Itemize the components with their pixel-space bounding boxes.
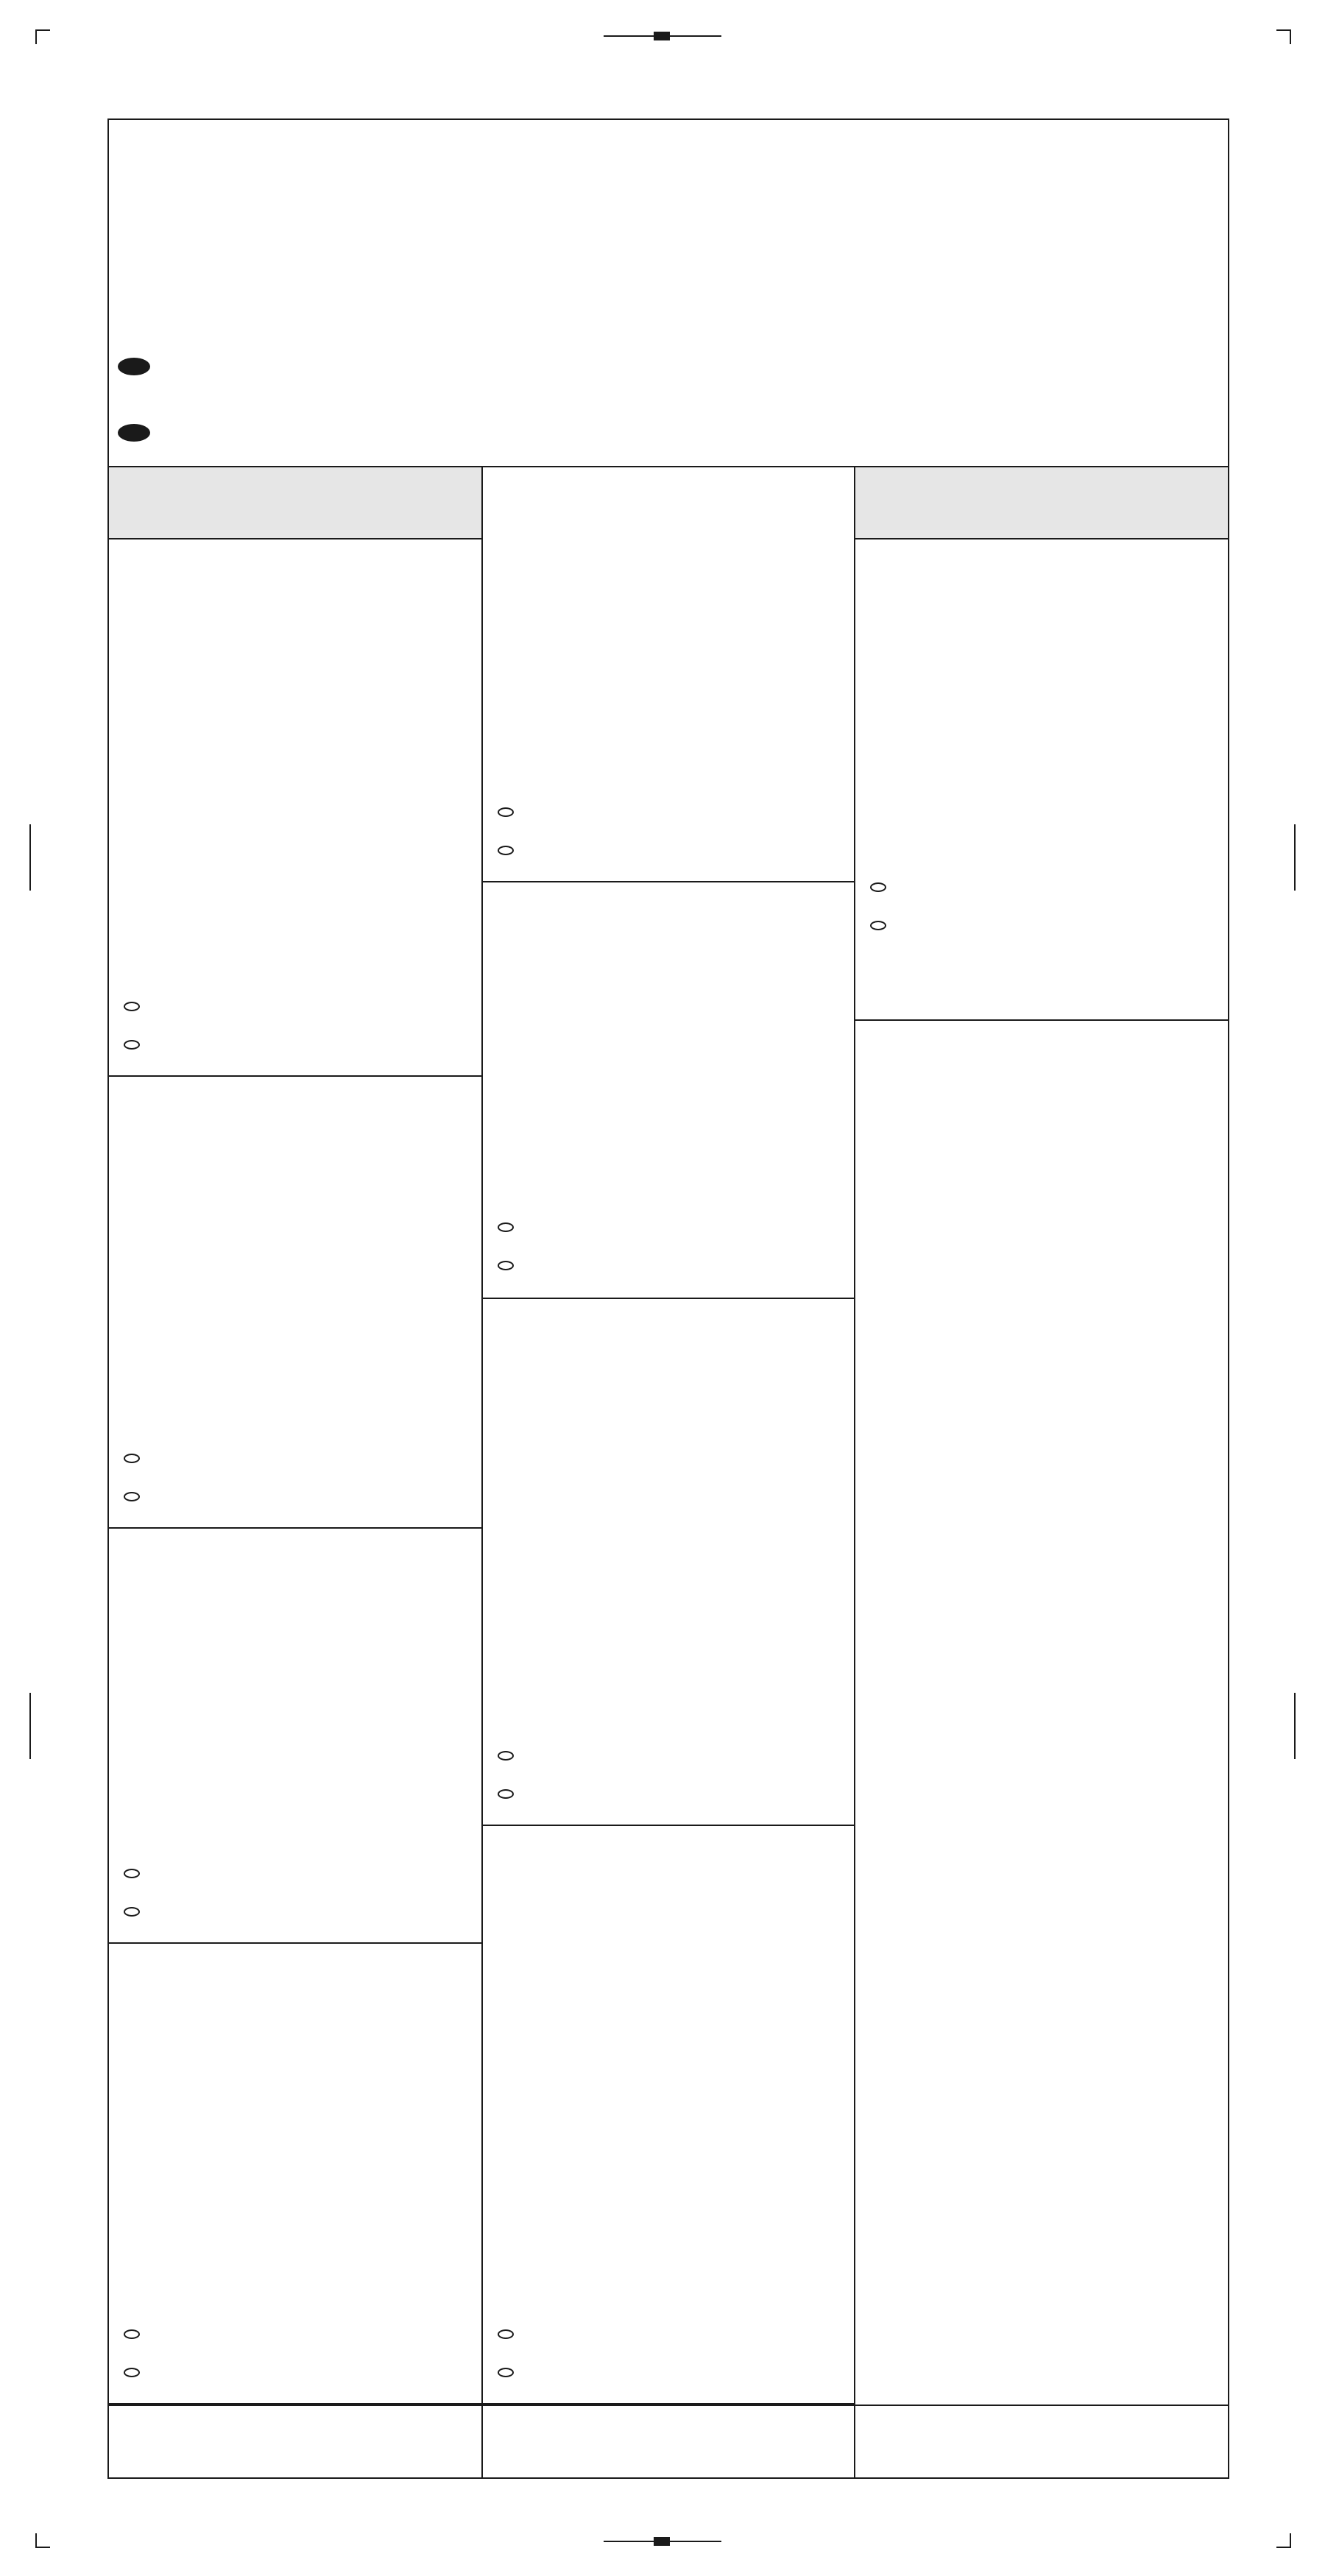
option-against[interactable] bbox=[124, 1907, 155, 1917]
option-against[interactable] bbox=[124, 1040, 155, 1050]
nota-text bbox=[116, 422, 152, 443]
option-against[interactable] bbox=[498, 1789, 529, 1799]
vote-oval[interactable] bbox=[498, 2368, 514, 2377]
registration-mark-right-1 bbox=[1294, 824, 1296, 891]
column-3-footer-box bbox=[855, 2405, 1228, 2479]
registration-mark-top-center bbox=[654, 32, 670, 40]
vote-oval[interactable] bbox=[498, 1751, 514, 1761]
filled-oval-icon bbox=[118, 424, 150, 442]
registration-mark-left-1 bbox=[29, 824, 31, 891]
option-for[interactable] bbox=[870, 882, 901, 892]
crop-mark-top-right bbox=[1276, 29, 1291, 44]
filled-oval-icon bbox=[118, 358, 150, 375]
registration-mark-bottom-center bbox=[654, 2537, 670, 2546]
option-for[interactable] bbox=[124, 1002, 155, 1011]
vote-oval[interactable] bbox=[124, 1869, 140, 1878]
registration-mark-right-2 bbox=[1294, 1693, 1296, 1759]
vote-oval[interactable] bbox=[870, 921, 886, 930]
option-for[interactable] bbox=[124, 1869, 155, 1878]
vote-oval[interactable] bbox=[124, 1492, 140, 1501]
vote-oval[interactable] bbox=[870, 882, 886, 892]
option-against[interactable] bbox=[498, 846, 529, 855]
registration-mark-left-2 bbox=[29, 1693, 31, 1759]
ballot-header bbox=[109, 120, 1228, 467]
contest-proposition-6 bbox=[483, 882, 854, 1299]
option-for[interactable] bbox=[124, 2329, 155, 2339]
option-for[interactable] bbox=[498, 2329, 529, 2339]
contest-proposition-1 bbox=[109, 539, 481, 1077]
vote-oval[interactable] bbox=[498, 1222, 514, 1232]
option-for[interactable] bbox=[498, 1222, 529, 1232]
crop-mark-bottom-right bbox=[1276, 2533, 1291, 2548]
option-against[interactable] bbox=[870, 921, 901, 930]
vote-oval[interactable] bbox=[498, 807, 514, 817]
option-against[interactable] bbox=[498, 2368, 529, 2377]
crop-mark-top-left bbox=[35, 29, 50, 44]
vote-oval[interactable] bbox=[498, 1789, 514, 1799]
contest-proposition-2 bbox=[109, 1077, 481, 1529]
column-1-header bbox=[109, 467, 481, 539]
vote-oval[interactable] bbox=[498, 2329, 514, 2339]
option-against[interactable] bbox=[498, 1261, 529, 1270]
column-3 bbox=[855, 467, 1228, 2477]
contest-proposition-7 bbox=[483, 1299, 854, 1826]
contest-proposition-3 bbox=[109, 1529, 481, 1944]
option-for[interactable] bbox=[124, 1454, 155, 1463]
vote-oval[interactable] bbox=[124, 2329, 140, 2339]
vote-oval[interactable] bbox=[124, 1002, 140, 1011]
ballot-frame bbox=[107, 118, 1229, 2479]
vote-oval[interactable] bbox=[124, 2368, 140, 2377]
contest-proposition-8 bbox=[483, 1826, 854, 2405]
ballot-footer-rule bbox=[109, 2405, 855, 2406]
vote-oval[interactable] bbox=[124, 1454, 140, 1463]
option-for[interactable] bbox=[498, 1751, 529, 1761]
vote-oval[interactable] bbox=[498, 1261, 514, 1270]
crop-mark-bottom-left bbox=[35, 2533, 50, 2548]
instruction-text bbox=[116, 355, 152, 377]
contest-county-proposition-a bbox=[855, 539, 1228, 1021]
contest-proposition-4 bbox=[109, 1944, 481, 2405]
column-1 bbox=[109, 467, 483, 2477]
option-for[interactable] bbox=[498, 807, 529, 817]
vote-oval[interactable] bbox=[498, 846, 514, 855]
column-2 bbox=[483, 467, 855, 2477]
vote-oval[interactable] bbox=[124, 1040, 140, 1050]
column-3-header bbox=[855, 467, 1228, 539]
contest-proposition-5 bbox=[483, 467, 854, 882]
option-against[interactable] bbox=[124, 1492, 155, 1501]
vote-oval[interactable] bbox=[124, 1907, 140, 1917]
option-against[interactable] bbox=[124, 2368, 155, 2377]
